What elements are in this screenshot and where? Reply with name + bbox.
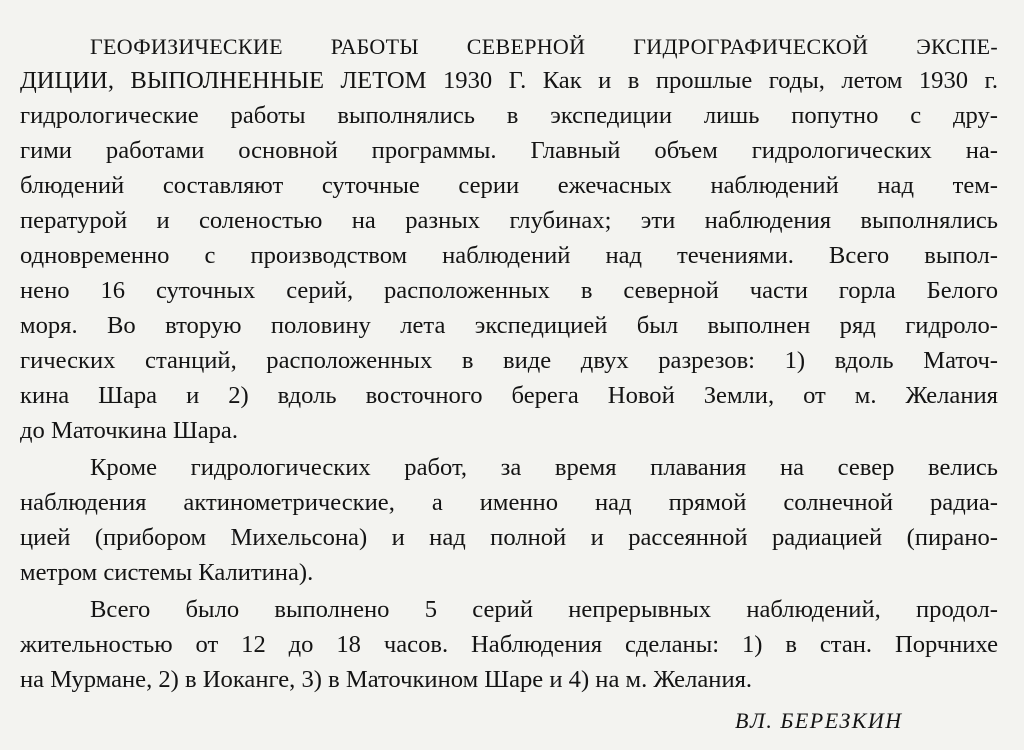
article-line-4: гими работами основной программы. Главный объем гидрологических на- bbox=[20, 137, 998, 164]
article-line-15: цией (прибором Михельсона) и над полной и рассеянной радиацией (пирано- bbox=[20, 524, 998, 551]
article-line-18: жительностью от 12 до 18 часов. Наблюдения сделаны: 1) в стан. Порчнихе bbox=[20, 631, 998, 658]
article-line-13: Кроме гидрологических работ, за время плавания на север велись bbox=[90, 454, 998, 481]
article-line-12: до Маточкина Шара. bbox=[20, 417, 238, 444]
article-line-8: нено 16 суточных серий, расположенных в северной части горла Белого bbox=[20, 277, 998, 304]
article-line-5: блюдений составляют суточные серии ежечасных наблюдений над тем- bbox=[20, 172, 998, 199]
article-line-2: ДИЦИИ, ВЫПОЛНЕННЫЕ ЛЕТОМ 1930 Г. Как и в прошлые годы, летом 1930 г. bbox=[20, 67, 998, 94]
article-line-10: гических станций, расположенных в виде двух разрезов: 1) вдоль Маточ- bbox=[20, 347, 998, 374]
author-signature: ВЛ. БЕРЕЗКИН bbox=[735, 708, 903, 733]
article-line-7: одновременно с производством наблюдений над течениями. Всего выпол- bbox=[20, 242, 998, 269]
article-line-1: ГЕОФИЗИЧЕСКИЕ РАБОТЫ СЕВЕРНОЙ ГИДРОГРАФИЧЕСКОЙ ЭКСПЕ- bbox=[90, 34, 998, 59]
article-line-17: Всего было выполнено 5 серий непрерывных наблюдений, продол- bbox=[90, 596, 998, 623]
article-line-14: наблюдения актинометрические, а именно над прямой солнечной радиа- bbox=[20, 489, 998, 516]
article-line-9: моря. Во вторую половину лета экспедицией был выполнен ряд гидроло- bbox=[20, 312, 998, 339]
article-line-16: метром системы Калитина). bbox=[20, 559, 314, 586]
article-line-19: на Мурмане, 2) в Иоканге, 3) в Маточкином Шаре и 4) на м. Желания. bbox=[20, 666, 753, 693]
article-line-11: кина Шара и 2) вдоль восточного берега Новой Земли, от м. Желания bbox=[20, 382, 998, 409]
article-line-3: гидрологические работы выполнялись в экспедиции лишь попутно с дру- bbox=[20, 102, 998, 129]
article-line-6: пературой и соленостью на разных глубинах; эти наблюдения выполнялись bbox=[20, 207, 998, 234]
